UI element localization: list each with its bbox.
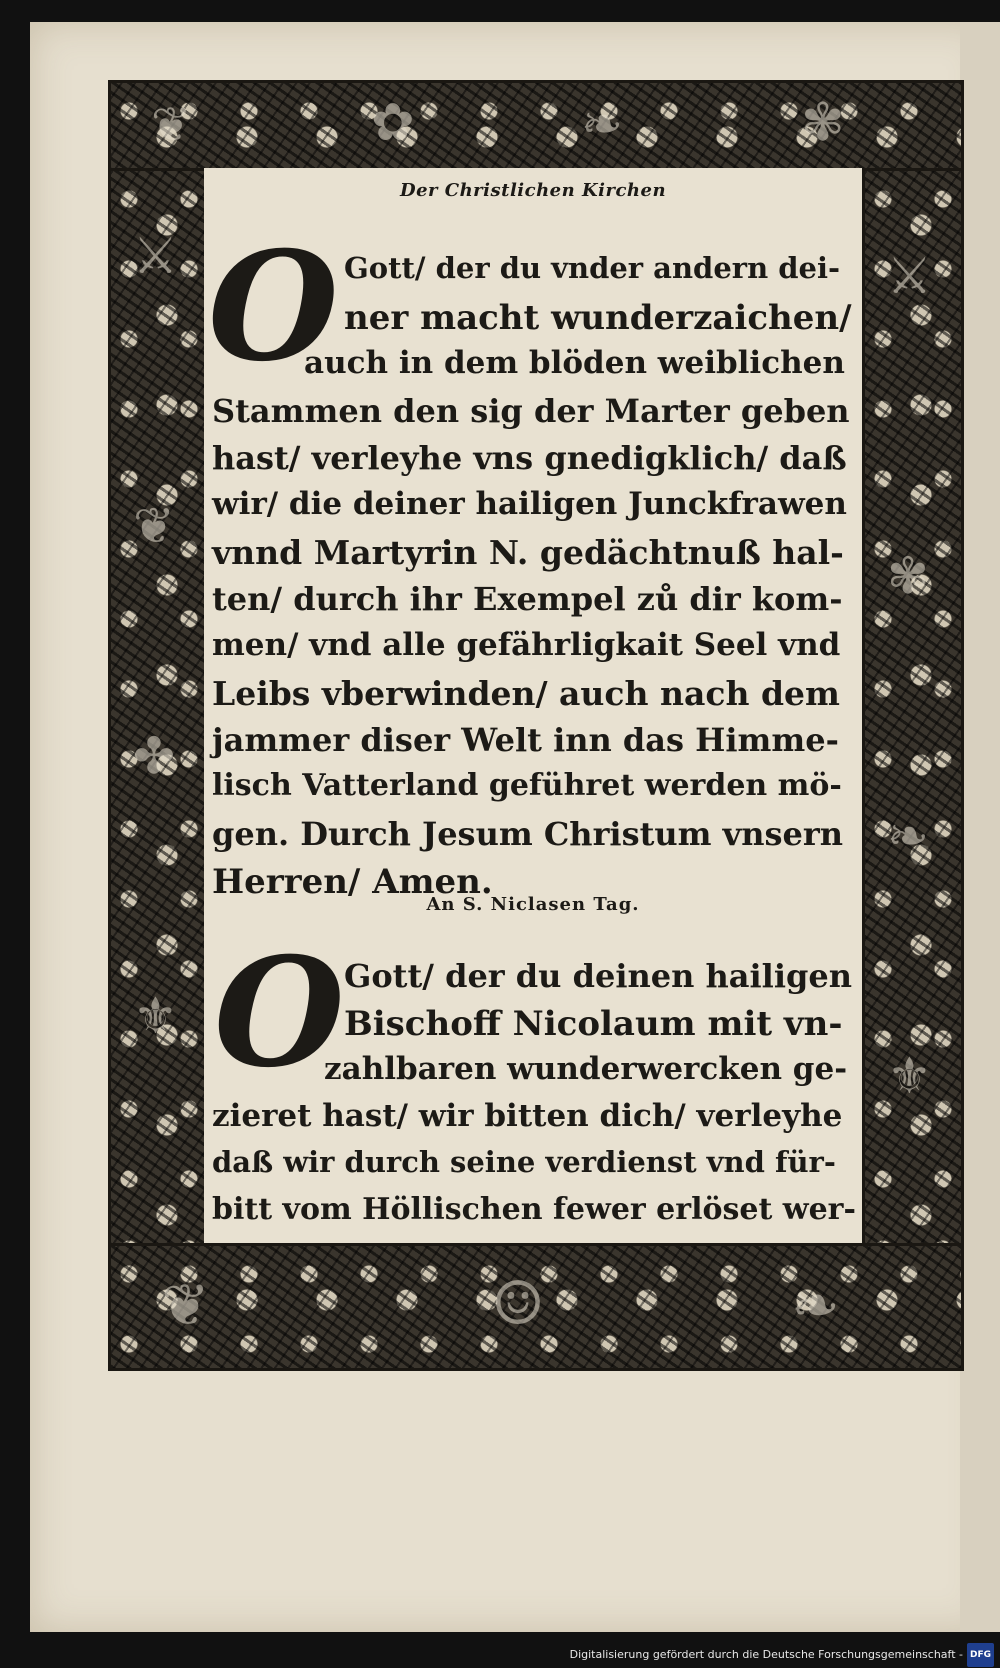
drop-cap-initial: O <box>214 925 345 1101</box>
text-line: jammer diser Welt inn das Himme- <box>212 721 839 759</box>
text-line: hast/ verleyhe vns gnedigklich/ daß <box>212 439 847 477</box>
text-line: Leibs vberwinden/ auch nach dem <box>212 674 840 713</box>
credit-text: Digitalisierung gefördert durch die Deutsche Forschungsgemeinschaft - <box>569 1648 963 1661</box>
ornament-icon: ❦ <box>161 1271 210 1339</box>
ornament-icon: ✾ <box>801 93 845 153</box>
ornament-icon: ❦ <box>133 497 175 555</box>
text-line: auch in dem blöden weiblichen <box>304 345 845 381</box>
text-line: ner macht wunderzaichen/ <box>344 298 852 338</box>
text-line: Herren/ Amen. <box>212 862 493 902</box>
text-line: Gott/ der du vnder andern dei- <box>344 251 841 285</box>
woodcut-border-top <box>108 80 964 174</box>
ornament-icon: ⚜ <box>887 1047 932 1105</box>
text-line: zieret hast/ wir bitten dich/ verleyhe <box>212 1098 843 1134</box>
section-heading: An S. Niclasen Tag. <box>426 894 640 915</box>
text-line: wir/ die deiner hailigen Junckfrawen <box>212 486 847 522</box>
running-head: Der Christlichen Kirchen <box>399 180 667 201</box>
text-line: vnnd Martyrin N. gedächtnuß hal- <box>212 533 844 572</box>
digitization-credit <box>570 1644 994 1666</box>
ornament-icon: ✤ <box>133 727 175 785</box>
drop-cap-initial: O <box>208 219 339 395</box>
woodcut-border-left <box>108 168 210 1249</box>
ornament-icon: ✿ <box>371 93 415 153</box>
woodcut-border-bottom <box>108 1243 964 1371</box>
text-line: lisch Vatterland geführet werden mö- <box>212 768 842 803</box>
text-block <box>204 168 862 1243</box>
text-line: Bischoff Nicolaum mit vn- <box>344 1004 843 1044</box>
text-line: Stammen den sig der Marter geben <box>212 392 850 430</box>
page-edge <box>960 22 1000 1632</box>
ornament-icon: ❧ <box>581 95 623 153</box>
woodcut-border-right <box>862 168 964 1249</box>
dfg-logo-icon: DFG <box>967 1643 994 1667</box>
text-line: bitt vom Höllischen fewer erlöset wer- <box>212 1192 856 1227</box>
ornament-icon: ⚜ <box>133 987 178 1045</box>
ornament-icon: ⚔ <box>887 247 932 305</box>
ornament-icon: ❦ <box>151 97 192 153</box>
text-line: men/ vnd alle gefährligkait Seel vnd <box>212 627 841 663</box>
text-line: gen. Durch Jesum Christum vnsern <box>212 815 843 853</box>
ornament-icon: ✾ <box>887 547 929 605</box>
ornament-icon: ⚔ <box>133 227 178 285</box>
ornament-icon: ❧ <box>887 807 929 865</box>
ornament-icon: ☺ <box>491 1269 545 1339</box>
ornament-icon: ❧ <box>791 1271 840 1339</box>
text-line: Gott/ der du deinen hailigen <box>344 957 852 995</box>
text-line: daß wir durch seine verdienst vnd für- <box>212 1145 836 1179</box>
text-line: zahlbaren wunderwercken ge- <box>324 1051 848 1087</box>
text-line: ten/ durch ihr Exempel zů dir kom- <box>212 580 843 618</box>
